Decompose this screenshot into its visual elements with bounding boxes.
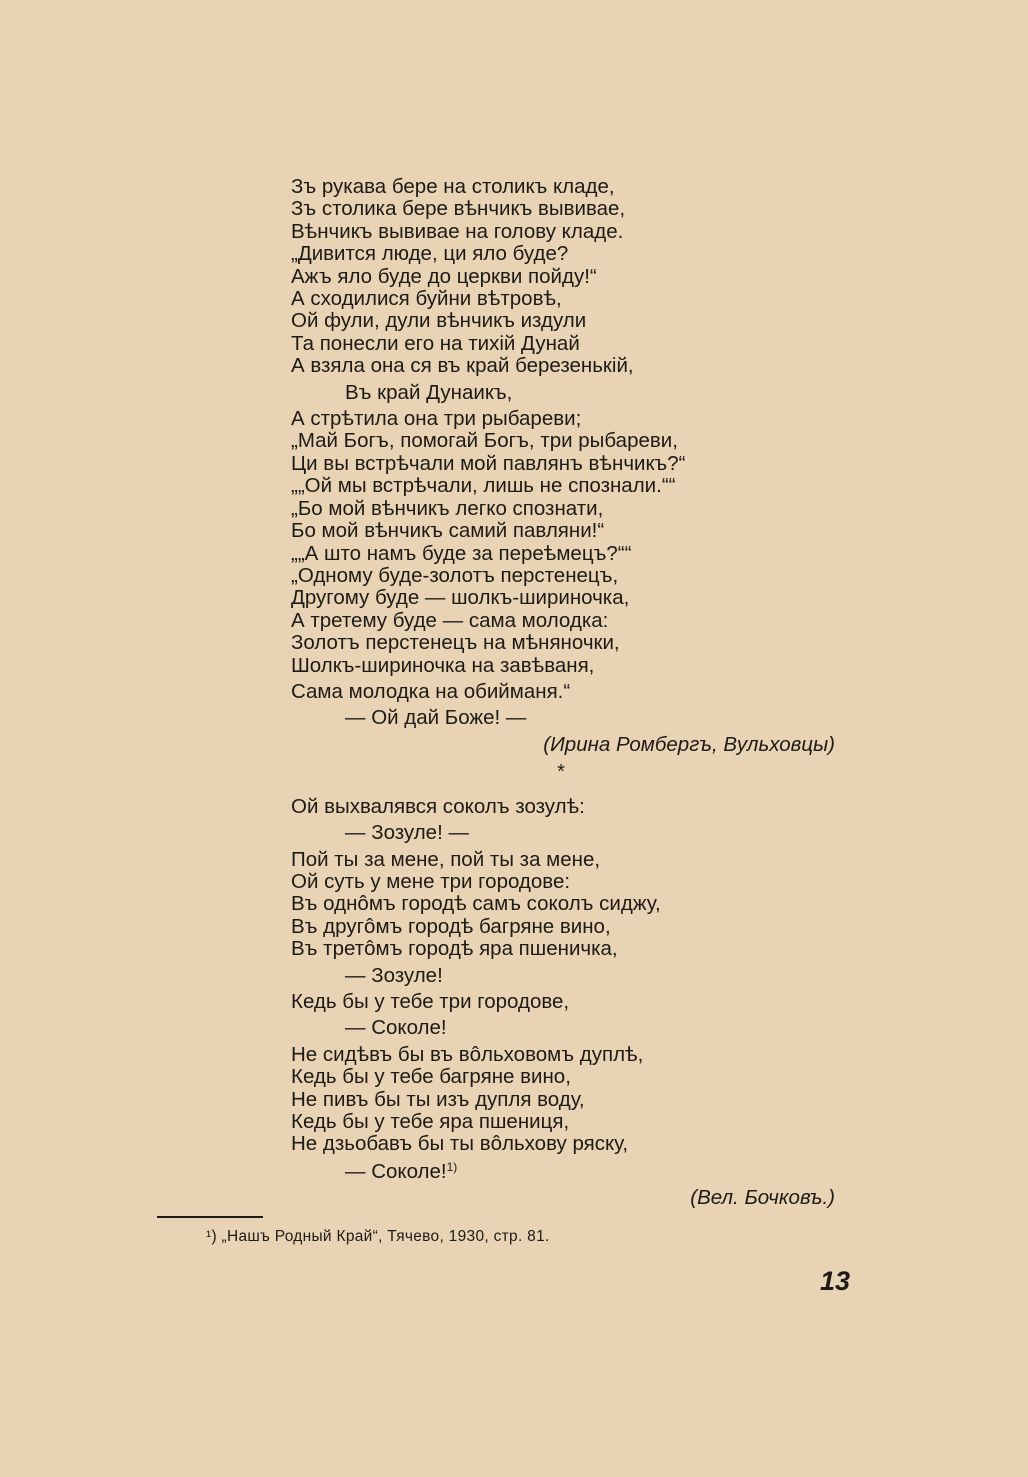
footnote bbox=[206, 1226, 550, 1248]
refrain-line bbox=[291, 1156, 851, 1183]
verse-line: „Дивится люде, ци яло буде? bbox=[291, 242, 569, 266]
verse-line: „„А што намъ буде за переѣмецъ?““ bbox=[291, 541, 632, 565]
verse-block bbox=[291, 849, 851, 961]
poem-2 bbox=[291, 796, 851, 1184]
footnote-mark: ¹) bbox=[206, 1228, 217, 1245]
verse-line: Ой суть у мене три городове: bbox=[291, 869, 571, 893]
stanza-2 bbox=[291, 408, 851, 730]
verse-line: Кедь бы у тебе яра пшениця, bbox=[291, 1110, 570, 1134]
verse-line: „„Ой мы встрѣчали, лишь не спознали.““ bbox=[291, 474, 676, 498]
verse-line: Зъ рукава бере на столикъ кладе, bbox=[291, 175, 615, 198]
refrain-line: — Соколе! bbox=[345, 1016, 447, 1040]
verse-line: Золотъ перстенецъ на мѣняночки, bbox=[291, 631, 620, 655]
refrain-line: — Зозуле! bbox=[345, 963, 443, 987]
verse-line: Зъ столика бере вѣнчикъ вывивае, bbox=[291, 197, 626, 221]
verse-line: Въ другôмъ городѣ багряне вино, bbox=[291, 914, 611, 938]
verse-line: Другому буде — шолкъ-шириночка, bbox=[291, 586, 630, 610]
attribution: (Ирина Ромбергъ, Вульховцы) bbox=[543, 732, 835, 756]
refrain-line: — Зозуле! — bbox=[345, 821, 469, 845]
verse-line: Не пивъ бы ты изъ дупля воду, bbox=[291, 1087, 585, 1111]
verse-block bbox=[291, 1044, 851, 1156]
verse-line: Ажъ яло буде до церкви пойду!“ bbox=[291, 264, 597, 288]
verse-line: А третему буде — сама молодка: bbox=[291, 608, 609, 632]
verse-line-indented: Въ край Дунаикъ, bbox=[345, 380, 513, 404]
verse-line: Вѣнчикъ вывивае на голову кладе. bbox=[291, 219, 624, 243]
verse-line: „Одному буде-золотъ перстенецъ, bbox=[291, 563, 619, 587]
verse-line: Кедь бы у тебе багряне вино, bbox=[291, 1065, 571, 1089]
verse-line: А сходилися буйни вѣтровѣ, bbox=[291, 287, 562, 311]
verse-line: Та понесли его на тихій Дунай bbox=[291, 331, 580, 355]
verse-line: Ци вы встрѣчали мой павлянъ вѣнчикъ?“ bbox=[291, 451, 686, 475]
footnote-text: „Нашъ Родный Край“, Тячево, 1930, стр. 81. bbox=[221, 1228, 550, 1245]
verse-line: Не дзьобавъ бы ты вôльхову ряску, bbox=[291, 1132, 629, 1156]
verse-line: Бо мой вѣнчикъ самий павляни!“ bbox=[291, 519, 605, 543]
verse-line: Кедь бы у тебе три городове, bbox=[291, 990, 570, 1013]
verse-line: Сама молодка на обийманя.“ bbox=[291, 679, 571, 703]
verse-line: Пой ты за мене, пой ты за мене, bbox=[291, 847, 601, 871]
section-separator: * bbox=[557, 760, 565, 783]
footnote-divider bbox=[157, 1216, 263, 1218]
refrain-line: — Ой дай Боже! — bbox=[345, 706, 527, 730]
footnote-reference[interactable]: 1) bbox=[446, 1159, 458, 1174]
verse-line: Ой фули, дули вѣнчикъ издули bbox=[291, 309, 587, 333]
verse-line: А стрѣтила она три рыбареви; bbox=[291, 407, 582, 431]
verse-line: Не сидѣвъ бы въ вôльховомъ дуплѣ, bbox=[291, 1042, 644, 1066]
stanza-1 bbox=[291, 176, 851, 404]
page-number: 13 bbox=[820, 1266, 851, 1296]
verse-line: Въ третôмъ городѣ яра пшеничка, bbox=[291, 937, 618, 961]
verse-line: Въ однôмъ городѣ самъ соколъ сиджу, bbox=[291, 892, 661, 916]
attribution: (Вел. Бочковъ.) bbox=[690, 1186, 835, 1210]
verse-line: Ой выхвалявся соколъ зозулѣ: bbox=[291, 794, 585, 818]
poem-body bbox=[291, 176, 851, 1211]
verse-line: А взяла она ся въ край березенькій, bbox=[291, 354, 634, 378]
refrain-text: — Соколе! bbox=[345, 1159, 447, 1183]
verse-line: Шолкъ-шириночка на завѣваня, bbox=[291, 653, 595, 677]
verse-line: „Бо мой вѣнчикъ легко спознати, bbox=[291, 496, 604, 520]
verse-line: „Май Богъ, помогай Богъ, три рыбареви, bbox=[291, 429, 678, 453]
